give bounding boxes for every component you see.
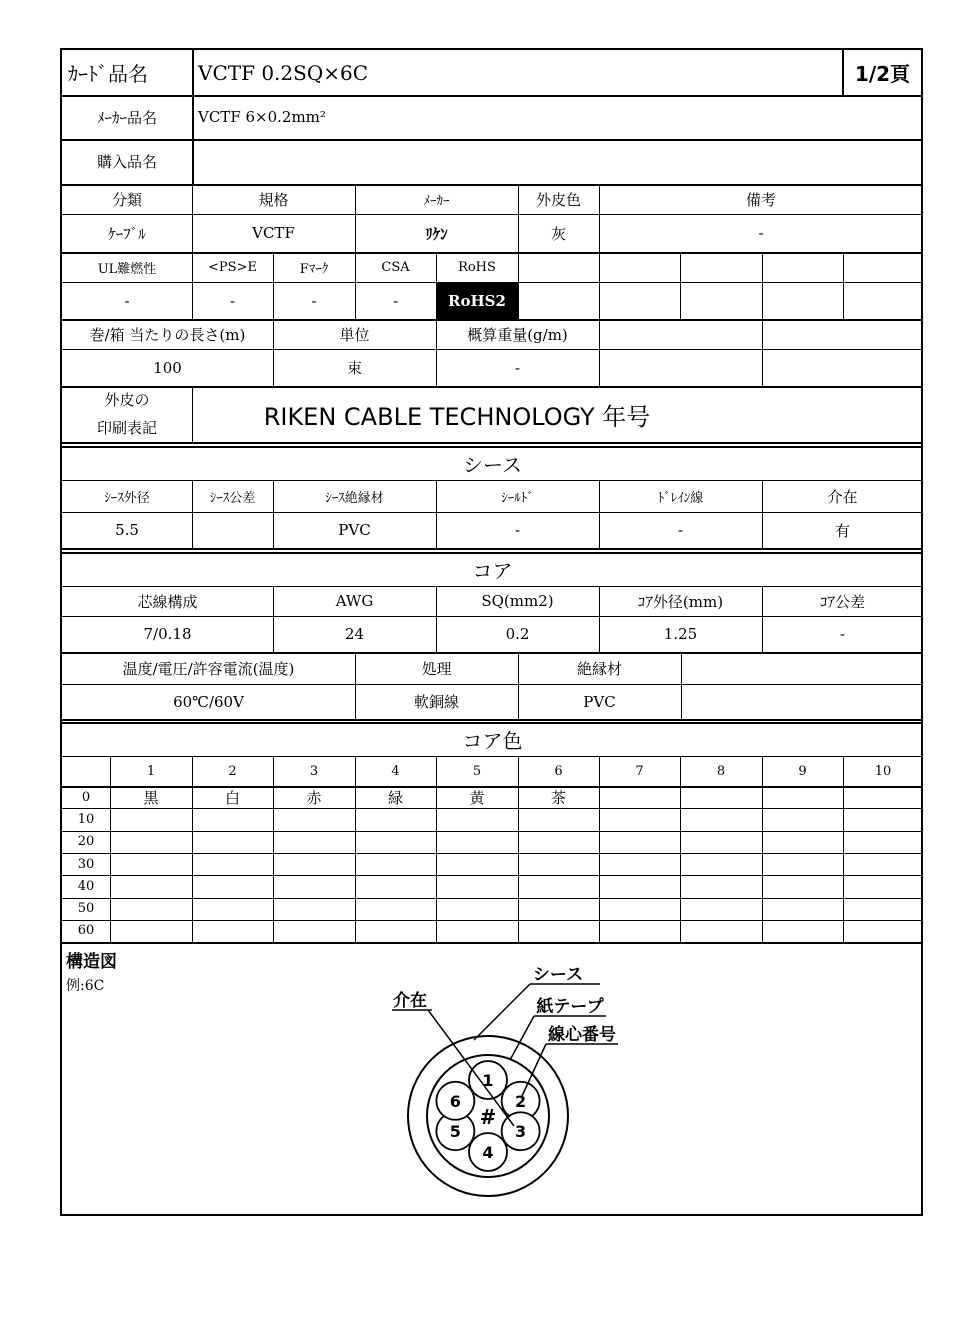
- v-line: [192, 386, 193, 442]
- color-cell: 黒: [143, 788, 159, 807]
- print-label-line1: 外皮の: [104, 391, 150, 409]
- cert-header-pse: <PS>E: [208, 259, 257, 275]
- label-tape: 紙テープ: [536, 997, 604, 1017]
- sheath-title: シース: [463, 452, 522, 477]
- v-line: [436, 756, 437, 942]
- v-line: [192, 480, 193, 548]
- class-header-remarks: 備考: [745, 190, 776, 209]
- color-cell: 白: [224, 788, 240, 807]
- color-col-header: 1: [146, 763, 156, 779]
- cert-header-fmark: Fﾏｰｸ: [299, 261, 329, 277]
- v-line: [518, 652, 519, 719]
- color-cell: 黄: [469, 788, 485, 807]
- diagram-title: 構造図: [66, 951, 117, 972]
- sheath-header-drain: ﾄﾞﾚｲﾝ線: [657, 490, 704, 506]
- cert-header-csa: CSA: [381, 259, 410, 275]
- color-row-label: 30: [77, 856, 95, 872]
- v-line: [762, 480, 763, 548]
- maker-name-label: ﾒｰｶｰ品名: [96, 108, 157, 127]
- v-line: [355, 652, 356, 719]
- rating-header-treatment: 処理: [421, 659, 452, 678]
- v-line: [842, 50, 844, 95]
- class-header-color: 外皮色: [535, 190, 581, 209]
- h-line: [62, 446, 923, 448]
- color-cell: [843, 786, 923, 808]
- v-line: [680, 252, 681, 319]
- class-value-category: ｹｰﾌﾞﾙ: [108, 224, 146, 243]
- core-header-awg: AWG: [335, 592, 374, 610]
- v-line: [762, 252, 763, 319]
- color-col-header: 8: [716, 763, 726, 779]
- v-line: [436, 252, 437, 319]
- color-col-header: 5: [472, 763, 482, 779]
- sheath-header-tol: ｼｰｽ公差: [209, 490, 256, 506]
- core-value-sq: 0.2: [505, 625, 530, 643]
- h-line: [62, 319, 923, 321]
- rohs2-badge: RoHS2: [436, 282, 518, 319]
- sheath-value-material: PVC: [338, 521, 371, 539]
- core-header-od: ｺｱ外径(mm): [637, 592, 724, 611]
- length-header: 巻/箱 当たりの長さ(m): [89, 325, 246, 344]
- v-line: [518, 184, 519, 252]
- v-line: [762, 319, 763, 386]
- h-line: [62, 722, 923, 724]
- unit-value: 束: [346, 359, 362, 377]
- maker-name-value: VCTF 6×0.2mm²: [198, 108, 326, 126]
- color-row-label: 40: [77, 878, 95, 894]
- h-line: [62, 349, 923, 350]
- color-col-header: 9: [798, 763, 807, 779]
- v-line: [681, 652, 682, 719]
- label-sheath: シース: [532, 965, 584, 985]
- core-header-sq: SQ(mm2): [481, 592, 554, 610]
- length-value: 100: [153, 358, 182, 377]
- weight-value: -: [514, 358, 521, 377]
- class-header-standard: 規格: [258, 190, 289, 209]
- rating-header-insulation: 絶縁材: [576, 659, 622, 678]
- h-line: [62, 552, 923, 554]
- v-line: [273, 319, 274, 386]
- class-value-color: 灰: [550, 224, 566, 243]
- sheath-value-filler: 有: [834, 521, 850, 540]
- cert-value-fmark: -: [311, 291, 317, 310]
- cert-value-pse: -: [229, 291, 236, 310]
- weight-header: 概算重量(g/m): [467, 325, 568, 344]
- v-line: [436, 480, 437, 548]
- color-row-label: 60: [77, 923, 95, 939]
- sheath-value-shield: -: [514, 521, 521, 539]
- core-value-tol: -: [839, 625, 846, 643]
- v-line: [762, 586, 763, 652]
- color-cell: [680, 786, 762, 808]
- h-line: [62, 616, 923, 617]
- v-line: [192, 184, 193, 252]
- v-line: [273, 586, 274, 652]
- core-number: 2: [515, 1091, 527, 1111]
- rating-value-temp: 60℃/60V: [173, 692, 244, 711]
- v-line: [599, 586, 600, 652]
- v-line: [436, 586, 437, 652]
- v-line: [355, 184, 356, 252]
- rating-header-temp: 温度/電圧/許容電流(温度): [122, 659, 295, 678]
- v-line: [110, 756, 111, 942]
- v-line: [762, 756, 763, 942]
- color-row-label: 50: [77, 901, 95, 917]
- core-number: 4: [482, 1143, 494, 1162]
- cert-value-csa: -: [392, 291, 399, 310]
- h-line: [62, 684, 923, 685]
- spec-sheet: [60, 48, 923, 1216]
- color-cell: 赤: [306, 788, 322, 807]
- core-color-title: コア色: [462, 728, 523, 753]
- color-col-header: 3: [309, 763, 319, 779]
- print-value: RIKEN CABLE TECHNOLOGY 年号: [263, 402, 651, 431]
- color-col-header: 6: [554, 763, 563, 779]
- sheath-value-drain: -: [677, 521, 684, 539]
- color-cell: 緑: [387, 788, 403, 807]
- core-number: 5: [449, 1122, 461, 1142]
- class-header-category: 分類: [111, 190, 142, 209]
- v-line: [355, 252, 356, 319]
- diagram-example: 例:6C: [66, 978, 105, 994]
- rating-value-treatment: 軟銅線: [413, 693, 459, 711]
- color-row-label: 0: [81, 789, 91, 805]
- sheath-header-shield: ｼｰﾙﾄﾞ: [501, 490, 534, 506]
- color-col-header: 4: [391, 763, 400, 779]
- sheath-header-od: ｼｰｽ外径: [104, 490, 150, 506]
- v-line: [518, 252, 519, 319]
- core-number: 3: [515, 1122, 527, 1142]
- sheath-leader: [474, 984, 530, 1040]
- h-line: [62, 586, 923, 587]
- v-line: [843, 756, 844, 942]
- v-line: [436, 319, 437, 386]
- sheath-header-filler: 介在: [827, 487, 858, 506]
- color-col-header: 7: [635, 763, 644, 779]
- core-number: 1: [482, 1071, 494, 1090]
- class-header-maker: ﾒｰｶｰ: [423, 193, 450, 209]
- core-value-awg: 24: [344, 625, 365, 643]
- purchase-name-label: 購入品名: [96, 153, 157, 171]
- v-line: [192, 50, 194, 184]
- sheath-header-material: ｼｰｽ絶縁材: [325, 490, 384, 506]
- v-line: [599, 184, 600, 252]
- v-line: [843, 252, 844, 319]
- label-filler: 介在: [393, 991, 427, 1011]
- core-value-strand: 7/0.18: [143, 625, 192, 643]
- card-name-value: VCTF 0.2SQ×6C: [198, 60, 369, 85]
- v-line: [680, 756, 681, 942]
- color-cell: [599, 786, 680, 808]
- filler-mark: #: [479, 1105, 497, 1129]
- v-line: [273, 252, 274, 319]
- h-line: [62, 719, 923, 721]
- h-line: [62, 652, 923, 654]
- color-col-header: 2: [228, 763, 237, 779]
- unit-header: 単位: [339, 325, 370, 344]
- class-value-standard: VCTF: [252, 224, 295, 242]
- color-row-label: 20: [77, 834, 95, 850]
- h-line: [62, 548, 923, 550]
- rating-value-insulation: PVC: [583, 692, 616, 711]
- color-cell: 茶: [550, 788, 566, 807]
- color-col-header: 10: [874, 763, 892, 779]
- core-number: 6: [449, 1091, 461, 1111]
- core-header-strand: 芯線構成: [137, 592, 198, 611]
- v-line: [599, 756, 600, 942]
- v-line: [192, 252, 193, 319]
- v-line: [599, 480, 600, 548]
- class-value-maker: ﾘｹﾝ: [425, 224, 448, 243]
- page-number: 1/2頁: [854, 62, 911, 86]
- cert-header-rohs: RoHS: [458, 259, 496, 275]
- h-line: [62, 942, 923, 944]
- v-line: [518, 756, 519, 942]
- class-value-remarks: -: [758, 224, 764, 242]
- card-name-label: ｶｰﾄﾞ品名: [68, 62, 148, 86]
- print-label-line2: 印刷表記: [96, 419, 157, 437]
- v-line: [355, 756, 356, 942]
- core-header-tol: ｺｱ公差: [819, 592, 865, 611]
- v-line: [273, 480, 274, 548]
- cert-header-ul: UL難燃性: [97, 261, 157, 277]
- cert-value-ul: -: [124, 291, 130, 310]
- print-label: [62, 386, 192, 442]
- purchase-name-value: [192, 139, 922, 184]
- v-line: [273, 756, 274, 942]
- sheath-value-od: 5.5: [115, 521, 139, 539]
- core-title: コア: [472, 558, 513, 583]
- h-line: [62, 442, 923, 444]
- v-line: [599, 319, 600, 386]
- v-line: [599, 252, 600, 319]
- v-line: [192, 756, 193, 942]
- color-cell: [762, 786, 843, 808]
- label-core-number: 線心番号: [548, 1025, 616, 1045]
- cable-cross-section: [362, 950, 642, 1200]
- sheath-value-tol: [192, 512, 273, 548]
- core-value-od: 1.25: [663, 625, 698, 643]
- color-row-label: 10: [77, 811, 95, 827]
